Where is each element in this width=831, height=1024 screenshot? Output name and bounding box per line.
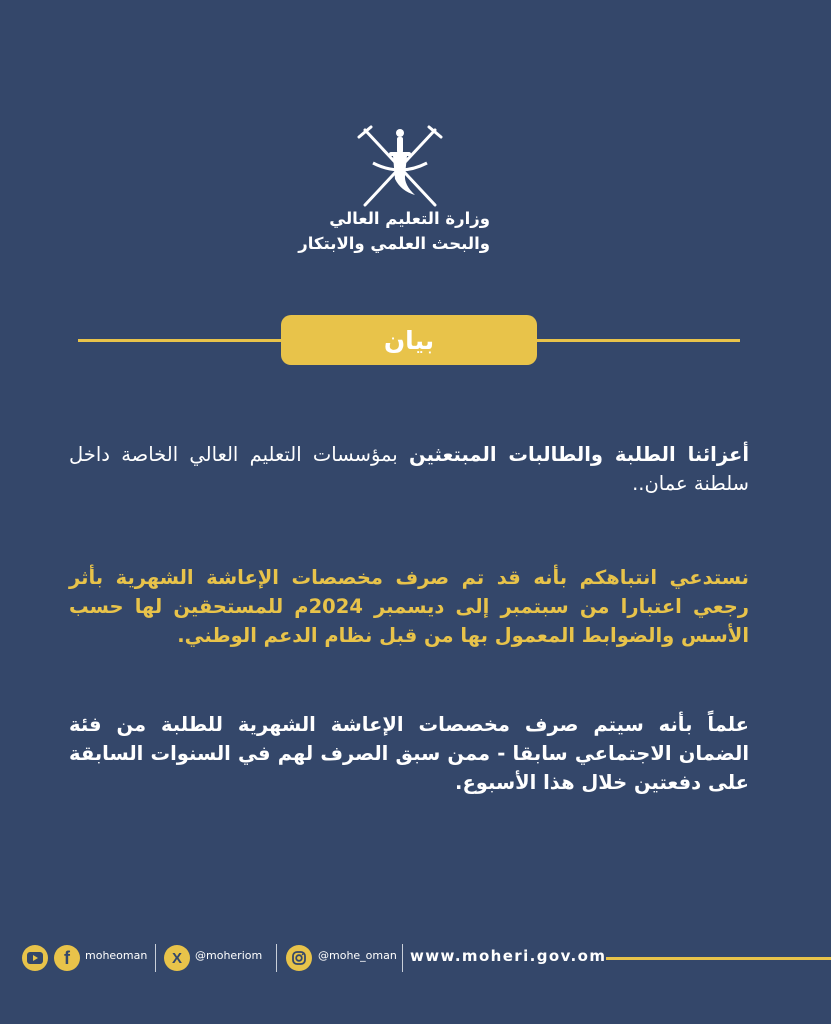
ministry-line-1: وزارة التعليم العالي [329, 209, 490, 228]
handle-instagram[interactable]: @mohe_oman [318, 949, 397, 962]
title-rule-right [535, 339, 740, 342]
footer-rule [606, 957, 831, 960]
handle-x[interactable]: @moheriom [195, 949, 263, 962]
greeting-normal: بمؤسسات التعليم العالي الخاصة داخل سلطنة عمان.. [69, 443, 749, 495]
greeting-paragraph [69, 440, 749, 498]
instagram-icon[interactable] [286, 945, 312, 971]
ministry-name [280, 206, 490, 256]
handle-fb-yt[interactable]: moheoman [85, 949, 148, 962]
title-badge [281, 315, 537, 365]
youtube-icon[interactable] [22, 945, 48, 971]
ministry-line-2: والبحث العلمي والابتكار [298, 234, 490, 253]
announcement-paragraph: نستدعي انتباهكم بأنه قد تم صرف مخصصات الإعاشة الشهرية بأثر رجعي اعتبارا من سبتمبر إلى ديسمبر 2024م للمستحقين لها حسب الأسس والضوابط المعمول بها من قبل نظام الدعم الوطني. [69, 566, 750, 647]
x-icon[interactable]: X [164, 945, 190, 971]
title-rule-left [78, 339, 283, 342]
footer-separator [402, 944, 403, 972]
note-paragraph: علماً بأنه سيتم صرف مخصصات الإعاشة الشهرية للطلبة من فئة الضمان الاجتماعي سابقا - ممن سبق الصرف لهم في السنوات السابقة على دفعتين خلال هذا الأسبوع. [69, 713, 749, 794]
page-title: بيان [383, 325, 435, 355]
oman-emblem-icon [355, 125, 445, 213]
website-link[interactable]: www.moheri.gov.om [410, 947, 607, 965]
footer-separator [155, 944, 156, 972]
footer-separator [276, 944, 277, 972]
facebook-icon[interactable]: f [54, 945, 80, 971]
footer [0, 940, 831, 976]
greeting-bold: أعزائنا الطلبة والطالبات المبتعثين [409, 443, 750, 466]
